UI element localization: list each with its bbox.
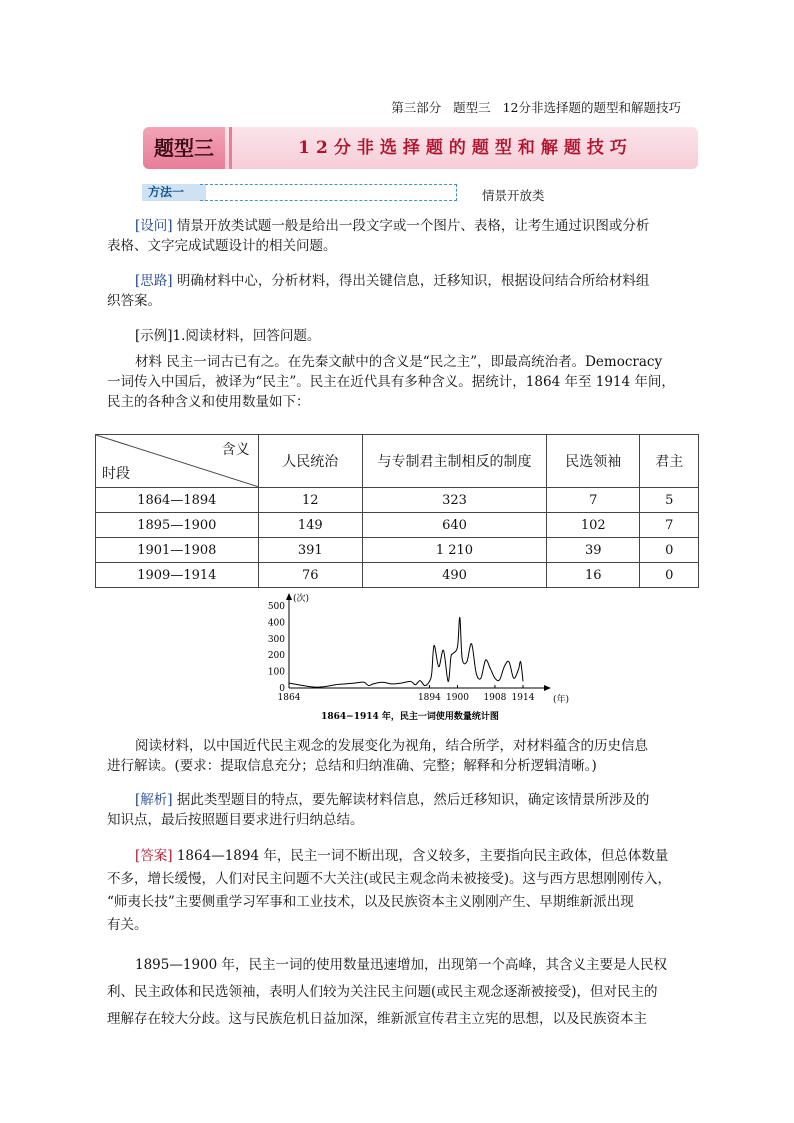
banner-title: 12分非选择题的题型和解题技巧 — [298, 138, 633, 158]
analysis-text-2: 知识点，最后按照题目要求进行归纳总结。 — [107, 812, 364, 828]
table-header-row — [96, 435, 699, 488]
answer-text: 有关。 — [107, 917, 148, 933]
col-header: 人民统治 — [258, 435, 362, 488]
material-text-3: 民主的各种含义和使用数量如下： — [107, 394, 310, 410]
period-cell: 1864—1894 — [96, 488, 259, 513]
answer-text: 1895—1900 年，民主一词的使用数量迅速增加，出现第一个高峰，其含义主要是人民权 — [135, 957, 668, 973]
corner-top-label: 含义 — [221, 442, 250, 458]
question-text-2: 表格、文字完成试题设计的相关问题。 — [107, 238, 337, 254]
prompt-paragraph — [107, 736, 682, 776]
answer-tag: [答案] — [135, 848, 173, 864]
question-text-1: 情景开放类试题一般是给出一段文字或一个图片、表格，让考生通过识图或分析 — [176, 218, 650, 234]
y-tick-label: 300 — [267, 634, 285, 645]
banner-divider — [229, 127, 232, 169]
y-tick-label: 400 — [267, 618, 285, 629]
value-cell: 0 — [640, 563, 699, 588]
answer-text: 理解存在较大分歧。这与民族危机日益加深，维新派宣传君主立宪的思想，以及民族资本主 — [107, 1011, 647, 1027]
prompt-text-1: 阅读材料，以中国近代民主观念的发展变化为视角，结合所学，对材料蕴含的历史信息 — [135, 738, 648, 754]
corner-bottom-label: 时段 — [102, 466, 130, 482]
series-line — [289, 617, 523, 687]
method-divider — [200, 184, 457, 201]
analysis-text-1: 据此类型题目的特点，要先解读材料信息，然后迁移知识，确定该情景所涉及的 — [176, 792, 650, 808]
y-axis-arrow — [286, 593, 292, 600]
x-tick-label: 1900 — [446, 693, 469, 703]
answer-paragraph-2 — [107, 952, 682, 1033]
approach-text-2: 织答案。 — [107, 293, 161, 309]
x-axis-label: (年) — [553, 695, 570, 705]
value-cell: 490 — [362, 563, 546, 588]
prompt-text-2: 进行解读。(要求：提取信息充分；总结和归纳准确、完整；解释和分析逻辑清晰。) — [107, 758, 597, 774]
material-text-2: 一词传入中国后，被译为“民主”。民主在近代具有多种含义。据统计，1864 年至 1914 年间， — [107, 374, 675, 390]
question-paragraph — [107, 216, 682, 256]
analysis-paragraph — [107, 790, 682, 830]
answer-text: 1864—1894 年，民主一词不断出现，含义较多，主要指向民主政体，但总体数量 — [176, 848, 669, 864]
page-header: 第三部分 题型三 12分非选择题的题型和解题技巧 — [391, 100, 681, 115]
value-cell: 149 — [258, 513, 362, 538]
value-cell: 391 — [258, 538, 362, 563]
col-header: 民选领袖 — [547, 435, 640, 488]
y-tick-label: 0 — [279, 684, 285, 694]
value-cell: 16 — [547, 563, 640, 588]
banner-tag: 题型三 — [143, 127, 225, 169]
table-row — [96, 563, 699, 588]
method-label: 情景开放类 — [482, 188, 545, 203]
period-cell: 1895—1900 — [96, 513, 259, 538]
value-cell: 12 — [258, 488, 362, 513]
x-tick-label: 1864 — [277, 693, 301, 703]
question-tag: [设问] — [135, 218, 173, 234]
value-cell: 102 — [547, 513, 640, 538]
answer-paragraph-1 — [107, 845, 682, 937]
material-paragraph — [107, 352, 682, 412]
approach-paragraph — [107, 271, 682, 311]
answer-text: 不多，增长缓慢，人们对民主问题不大关注(或民主观念尚未被接受)。这与西方思想刚刚传入， — [107, 871, 672, 887]
table-row — [96, 538, 699, 563]
period-cell: 1909—1914 — [96, 563, 259, 588]
table-corner-cell — [96, 435, 259, 488]
data-table — [95, 434, 699, 588]
y-axis-label: (次) — [293, 594, 310, 604]
analysis-tag: [解析] — [135, 792, 173, 808]
value-cell: 0 — [640, 538, 699, 563]
y-tick-label: 100 — [267, 667, 285, 678]
table-row — [96, 513, 699, 538]
value-cell: 39 — [547, 538, 640, 563]
answer-text: 利、民主政体和民选领袖，表明人们较为关注民主问题(或民主观念逐渐被接受)，但对民主的 — [107, 984, 658, 1000]
usage-line-chart — [255, 588, 575, 728]
material-text-1: 民主一词古已有之。在先秦文献中的含义是“民之主”，即最高统治者。Democracy — [166, 354, 663, 370]
y-tick-label: 200 — [267, 651, 285, 662]
x-tick-label: 1908 — [483, 693, 507, 703]
chart-title: 1864−1914 年，民主一词使用数量统计图 — [321, 712, 499, 722]
value-cell: 7 — [547, 488, 640, 513]
value-cell: 5 — [640, 488, 699, 513]
table-row — [96, 488, 699, 513]
x-tick-label: 1914 — [511, 693, 535, 703]
example-line — [107, 326, 682, 346]
value-cell: 7 — [640, 513, 699, 538]
y-tick-label: 500 — [267, 602, 285, 612]
answer-text: “师夷长技”主要侧重学习军事和工业技术，以及民族资本主义刚刚产生、早期维新派出现 — [107, 894, 634, 910]
value-cell: 640 — [362, 513, 546, 538]
approach-tag: [思路] — [135, 273, 173, 289]
value-cell: 76 — [258, 563, 362, 588]
approach-text-1: 明确材料中心，分析材料，得出关键信息，迁移知识，根据设问结合所给材料组 — [176, 273, 650, 289]
value-cell: 1 210 — [362, 538, 546, 563]
example-tag: [示例] — [135, 328, 173, 344]
value-cell: 323 — [362, 488, 546, 513]
col-header: 君主 — [640, 435, 699, 488]
section-banner — [143, 127, 698, 169]
material-label: 材料 — [135, 354, 162, 370]
example-text: 1.阅读材料，回答问题。 — [172, 328, 321, 344]
method-tag: 方法一 — [142, 184, 206, 201]
period-cell: 1901—1908 — [96, 538, 259, 563]
x-tick-label: 1894 — [417, 693, 441, 703]
col-header: 与专制君主制相反的制度 — [362, 435, 546, 488]
x-axis-arrow — [544, 685, 551, 691]
